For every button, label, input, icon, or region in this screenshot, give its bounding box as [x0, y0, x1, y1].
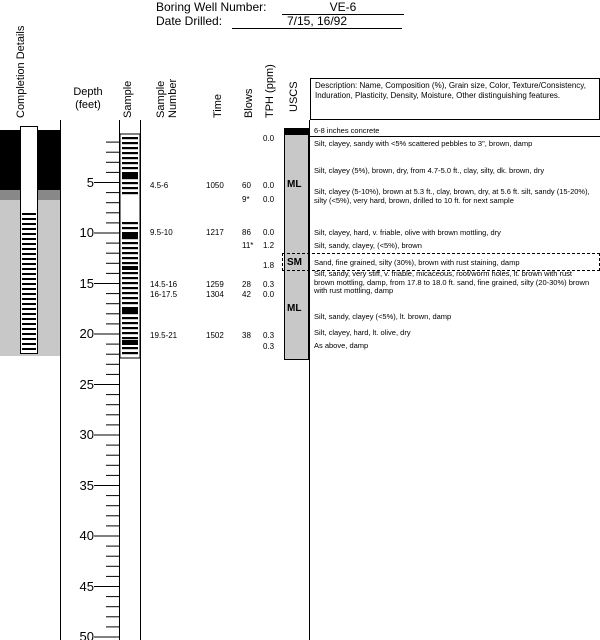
sample-number: 19.5-21	[150, 331, 178, 340]
sample-time: 1217	[206, 228, 224, 237]
depth-label: 20	[79, 326, 94, 341]
depth-label: 10	[79, 225, 94, 240]
blows-header: Blows	[243, 88, 255, 118]
sample-tph: 0.3	[263, 280, 275, 289]
screen-slot	[22, 348, 36, 350]
screen-slot	[22, 248, 36, 250]
well-screen	[20, 210, 38, 354]
depth-label: 45	[79, 578, 94, 594]
sample-interval-marker	[122, 266, 138, 270]
uscs-label: ML	[287, 179, 302, 190]
description-row: Silt, clayey (5%), brown, dry, from 4.7-5.0 ft., clay, silty, dk. brown, dry	[314, 166, 545, 175]
sample-time: 1259	[206, 280, 224, 289]
sample-blows: 60	[242, 181, 251, 190]
description-row: Silt, sandy, clayey (<5%), lt. brown, damp	[314, 312, 452, 321]
depth-label: 40	[79, 528, 94, 543]
well-number-label: Boring Well Number:	[156, 0, 267, 14]
sample-tph: 0.0	[263, 290, 275, 299]
sample-stripe	[122, 247, 138, 249]
screen-slot	[22, 338, 36, 340]
sample-blows: 11*	[242, 241, 254, 250]
sample-stripe	[122, 297, 138, 299]
sample-stripe	[122, 302, 138, 304]
sample-tph: 0.3	[263, 331, 275, 340]
time-header: Time	[212, 93, 224, 118]
screen-slot	[22, 318, 36, 320]
sample-stripe	[122, 352, 138, 354]
sample-stripe	[122, 147, 138, 149]
sample-tph: 0.0	[263, 195, 275, 204]
sample-stripe	[122, 327, 138, 329]
sample-number: 14.5-16	[150, 280, 178, 289]
depth-label: 30	[79, 427, 94, 442]
completion-column	[0, 126, 60, 640]
screen-slot	[22, 303, 36, 305]
depth-label: 5	[86, 174, 94, 190]
sample-stripe	[122, 252, 138, 254]
description-row: Silt, sandy, clayey, (<5%), brown	[314, 241, 422, 250]
description-row: 6-8 inches concrete	[314, 126, 380, 135]
sample-tph: 1.8	[263, 261, 275, 270]
sample-stripe	[122, 187, 138, 189]
sample-stripe	[122, 227, 138, 229]
sample-stripe	[122, 322, 138, 324]
sample-tph: 0.3	[263, 342, 275, 351]
sample-stripe	[122, 347, 138, 349]
sample-number: 9.5-10	[150, 228, 173, 237]
description-row: Silt, clayey, hard, lt. olive, dry	[314, 328, 411, 337]
sample-stripe	[122, 317, 138, 319]
tph-value: 0.0	[263, 134, 275, 143]
sample-stripe	[122, 277, 138, 279]
sample-stripe	[122, 292, 138, 294]
divider	[309, 120, 310, 640]
completion-details-header: Completion Details	[15, 25, 27, 118]
sample-interval-marker	[122, 232, 138, 237]
depth-label: 50	[79, 629, 94, 640]
sample-stripe	[122, 337, 138, 339]
sample-header: Sample	[122, 80, 134, 118]
sample-tph: 0.0	[263, 228, 275, 237]
sample-tph: 1.2	[263, 241, 275, 250]
screen-slot	[22, 288, 36, 290]
sample-blows: 38	[242, 331, 251, 340]
screen-slot	[22, 308, 36, 310]
screen-slot	[22, 323, 36, 325]
depth-header-line1: Depth	[73, 86, 103, 98]
sample-stripe	[122, 287, 138, 289]
screen-slot	[22, 238, 36, 240]
screen-slot	[22, 243, 36, 245]
sample-stripe	[122, 152, 138, 154]
sample-stripe	[122, 167, 138, 169]
sample-stripe	[122, 172, 138, 174]
date-drilled-value: 7/15, 16/92	[232, 14, 402, 29]
uscs-column	[284, 128, 309, 360]
depth-label: 35	[79, 477, 94, 493]
sample-stripe	[122, 237, 138, 239]
sample-stripe	[122, 142, 138, 144]
sample-stripe	[122, 222, 138, 224]
sample-stripe	[122, 332, 138, 334]
screen-slot	[22, 268, 36, 270]
description-header: Description: Name, Composition (%), Grain size, Color, Texture/Consistency, Induration, Plasticity, Density, Moisture, Other distinguishing features.	[310, 78, 600, 120]
screen-slot	[22, 283, 36, 285]
uscs-label: SM	[287, 257, 302, 268]
depth-header-line2: (feet)	[75, 99, 101, 111]
uscs-header: USCS	[288, 81, 300, 112]
depth-label: 15	[79, 275, 94, 291]
uscs-label: ML	[287, 303, 302, 314]
sample-blows: 28	[242, 280, 251, 289]
description-row: Silt, clayey (5-10%), brown at 5.3 ft., clay, brown, dry, at 5.6 ft. silt, sandy (15-20%), silty (<5%), very hard, brown, drilled to 10 ft. for next sample	[314, 187, 590, 205]
sample-column	[119, 126, 141, 366]
sample-stripe	[122, 192, 138, 194]
tph-header: TPH (ppm)	[264, 64, 276, 118]
sample-number-header: Sample Number	[155, 78, 179, 118]
screen-slot	[22, 278, 36, 280]
description-row: Silt, sandy, very stiff, v. friable, micaceous, root/worm holes, lt. brown with rust brown mottling, damp, from 17.8 to 18.0 ft. sand, fine grained, silty (20-30%) brown with rust mottling, damp	[314, 269, 590, 295]
date-drilled-label: Date Drilled:	[156, 14, 223, 28]
sample-interval-marker	[122, 174, 138, 179]
screen-slot	[22, 218, 36, 220]
sample-tph: 0.0	[263, 181, 275, 190]
screen-slot	[22, 233, 36, 235]
uscs-soil	[284, 134, 309, 360]
depth-header	[68, 86, 108, 112]
screen-slot	[22, 228, 36, 230]
sample-blows: 86	[242, 228, 251, 237]
description-row: As above, damp	[314, 341, 369, 350]
screen-slot	[22, 333, 36, 335]
sample-interval-marker	[122, 308, 138, 313]
screen-slot	[22, 253, 36, 255]
screen-slot	[22, 263, 36, 265]
screen-slot	[22, 343, 36, 345]
sample-number: 16-17.5	[150, 290, 178, 299]
screen-slot	[22, 273, 36, 275]
screen-slot	[22, 258, 36, 260]
sample-stripe	[122, 182, 138, 184]
sample-stripe	[122, 262, 138, 264]
sample-blows: 9*	[242, 195, 250, 204]
screen-slot	[22, 298, 36, 300]
sample-blows: 42	[242, 290, 251, 299]
screen-slot	[22, 293, 36, 295]
description-row: Silt, clayey, hard, v. friable, olive with brown mottling, dry	[314, 228, 501, 237]
screen-slot	[22, 223, 36, 225]
sample-time: 1304	[206, 290, 224, 299]
sample-stripe	[122, 242, 138, 244]
sample-stripe	[122, 157, 138, 159]
sample-interval-marker	[122, 340, 138, 345]
description-row: Silt, clayey, sandy with <5% scattered pebbles to 3", brown, damp	[314, 139, 533, 148]
depth-label: 25	[79, 376, 94, 392]
sample-time: 1502	[206, 331, 224, 340]
description-row: Sand, fine grained, silty (30%), brown with rust staining, damp	[314, 258, 520, 267]
screen-slot	[22, 313, 36, 315]
screen-slot	[22, 213, 36, 215]
description-separator	[309, 136, 600, 137]
sample-stripe	[122, 272, 138, 274]
well-number-value: VE-6	[282, 0, 404, 15]
sample-stripe	[122, 137, 138, 139]
sample-time: 1050	[206, 181, 224, 190]
sample-stripe	[122, 162, 138, 164]
sample-stripe	[122, 257, 138, 259]
screen-slot	[22, 328, 36, 330]
sample-number: 4.5-6	[150, 181, 169, 190]
sample-stripe	[122, 282, 138, 284]
